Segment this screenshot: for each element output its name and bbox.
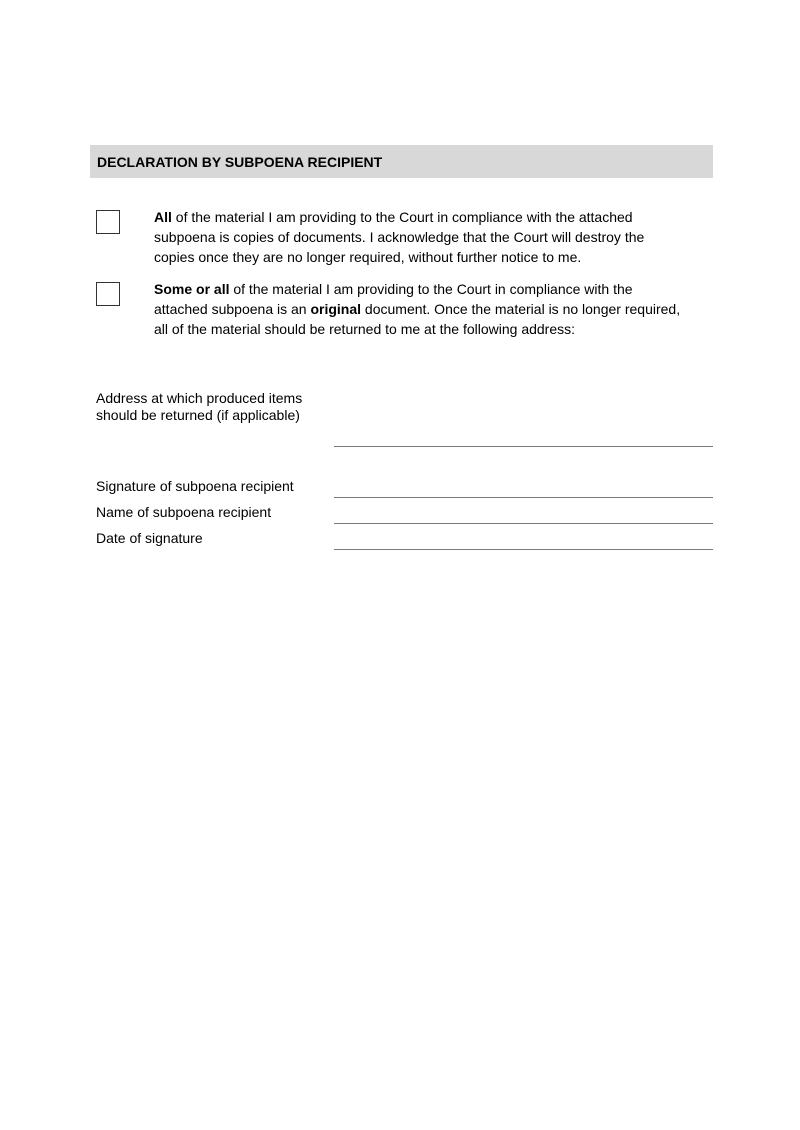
name-label: Name of subpoena recipient bbox=[96, 504, 272, 520]
date-label: Date of signature bbox=[96, 530, 203, 546]
some-original-checkbox[interactable] bbox=[96, 282, 120, 306]
name-input-line[interactable] bbox=[334, 523, 713, 524]
section-title: DECLARATION BY SUBPOENA RECIPIENT bbox=[97, 153, 383, 170]
some-original-lead: Some or all bbox=[154, 281, 230, 297]
signature-label: Signature of subpoena recipient bbox=[96, 478, 294, 494]
address-input-line[interactable] bbox=[334, 446, 713, 447]
all-copies-checkbox[interactable] bbox=[96, 210, 120, 234]
address-label bbox=[96, 390, 302, 424]
all-copies-lead: All bbox=[154, 209, 172, 225]
section-header bbox=[90, 145, 713, 178]
date-input-line[interactable] bbox=[334, 549, 713, 550]
address-label-line2: should be returned (if applicable) bbox=[96, 407, 300, 423]
all-copies-text bbox=[154, 207, 684, 267]
some-original-body-b: document. Once the material is no longer required, all of the material should be returned to me at the following address: bbox=[154, 301, 681, 337]
some-original-body-a: of the material I am providing to the Court in compliance with the attached subpoena is an bbox=[154, 281, 633, 317]
some-original-emphasis: original bbox=[310, 301, 362, 317]
address-label-line1: Address at which produced items bbox=[96, 390, 303, 406]
all-copies-body: of the material I am providing to the Court in compliance with the attached subpoena is copies of documents. I acknowledge that the Court will destroy the copies once they are no longer required, without further notice to me. bbox=[154, 209, 645, 265]
some-original-text bbox=[154, 279, 684, 339]
signature-input-line[interactable] bbox=[334, 497, 713, 498]
